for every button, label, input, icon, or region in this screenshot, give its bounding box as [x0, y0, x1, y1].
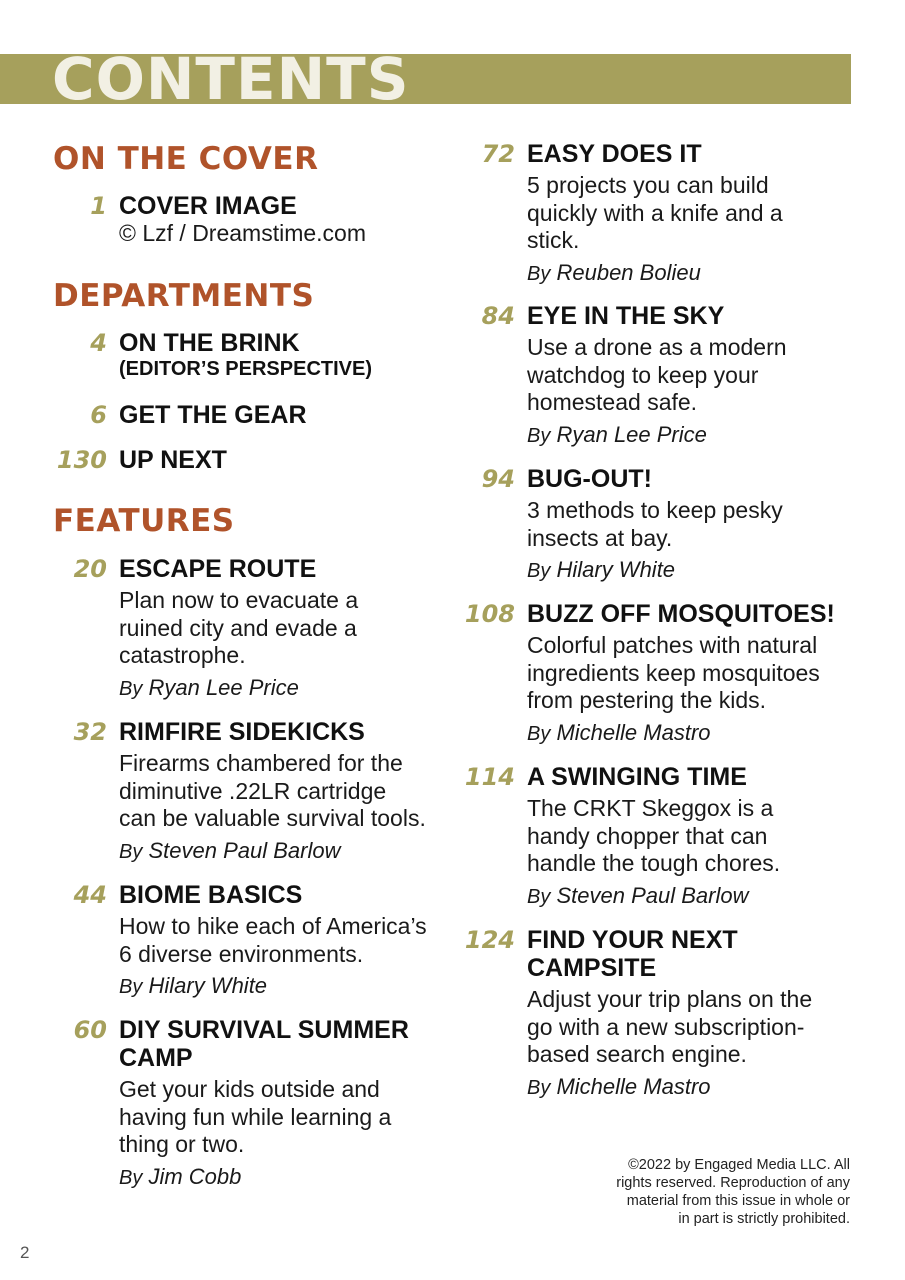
byline-prefix: By	[119, 1166, 143, 1189]
toc-entry-description	[119, 1076, 457, 1159]
author-name: Jim Cobb	[148, 1163, 242, 1189]
author-name: Michelle Mastro	[556, 719, 711, 745]
toc-entry-description	[119, 913, 457, 968]
toc-page-number: 114	[464, 763, 515, 791]
cover-credit: © Lzf / Dreamstime.com	[119, 220, 366, 246]
toc-entry-a-swinging-time	[464, 763, 867, 910]
desc-line: stick.	[527, 227, 580, 253]
section-title-departments: DEPARTMENTS	[53, 278, 315, 314]
toc-page-number: 60	[73, 1016, 107, 1044]
toc-page-number: 32	[73, 718, 107, 746]
desc-line: handy chopper that can	[527, 822, 768, 849]
copyright-line: material from this issue in whole or	[626, 1193, 850, 1209]
toc-entry-title	[527, 926, 867, 982]
toc-entry-subtitle: (EDITOR’S PERSPECTIVE)	[119, 358, 373, 380]
author-name: Steven Paul Barlow	[556, 882, 749, 908]
toc-entry-description	[119, 587, 457, 670]
desc-line: having fun while learning a	[119, 1103, 392, 1130]
toc-page-number: 124	[464, 926, 515, 954]
toc-entry-title: EYE IN THE SKY	[527, 302, 725, 330]
desc-line: based search engine.	[527, 1041, 747, 1067]
toc-page-number: 108	[464, 600, 515, 628]
author-name: Reuben Bolieu	[556, 259, 701, 285]
toc-entry-title: RIMFIRE SIDEKICKS	[119, 718, 365, 746]
toc-entry-title: A SWINGING TIME	[527, 763, 747, 791]
desc-line: Colorful patches with natural	[527, 632, 818, 658]
desc-line: ingredients keep mosquitoes	[527, 659, 820, 686]
toc-entry-description	[119, 750, 457, 833]
toc-page-number: 6	[90, 401, 107, 429]
toc-entry-byline	[527, 720, 872, 747]
toc-entry-byline	[119, 973, 457, 1000]
author-name: Ryan Lee Price	[556, 421, 707, 447]
toc-entry-escape-route	[73, 555, 457, 702]
desc-line: catastrophe.	[119, 642, 246, 668]
toc-entry-biome-basics	[73, 881, 457, 1000]
title-line: CAMPSITE	[527, 954, 657, 982]
toc-entry-byline	[119, 675, 457, 702]
author-name: Ryan Lee Price	[148, 674, 299, 700]
desc-line: diminutive .22LR cartridge	[119, 777, 387, 804]
author-name: Hilary White	[148, 973, 268, 998]
copyright-line: in part is strictly prohibited.	[678, 1211, 850, 1227]
toc-entry-rimfire-sidekicks	[73, 718, 457, 865]
toc-entry-cover-image	[90, 192, 449, 248]
byline-prefix: By	[119, 840, 143, 863]
desc-line: Firearms chambered for the	[119, 750, 403, 776]
section-title-features: FEATURES	[53, 503, 235, 539]
toc-entry-description	[527, 334, 867, 417]
toc-entry-bug-out	[481, 465, 867, 584]
toc-entry-description	[527, 172, 867, 255]
author-name: Hilary White	[556, 557, 676, 582]
toc-entry-title: ESCAPE ROUTE	[119, 555, 317, 583]
toc-entry-title: GET THE GEAR	[119, 401, 307, 429]
desc-line: 3 methods to keep pesky	[527, 497, 783, 523]
desc-line: Adjust your trip plans on the	[527, 986, 813, 1012]
toc-entry-find-your-next-campsite	[464, 926, 867, 1101]
toc-entry-title: COVER IMAGE	[119, 192, 297, 220]
toc-page-number: 20	[73, 555, 107, 583]
desc-line: 5 projects you can build	[527, 172, 769, 198]
toc-entry-title: BIOME BASICS	[119, 881, 303, 909]
section-title-on-the-cover: ON THE COVER	[53, 141, 319, 177]
copyright-line: rights reserved. Reproduction of any	[616, 1175, 850, 1191]
toc-entry-description	[527, 986, 867, 1069]
title-line: CAMP	[119, 1044, 193, 1072]
desc-line: thing or two.	[119, 1131, 245, 1157]
toc-entry-diy-survival-summer-camp	[73, 1016, 457, 1191]
toc-entry-title	[119, 1016, 457, 1072]
toc-page-number: 130	[56, 446, 107, 474]
byline-prefix: By	[119, 677, 143, 700]
toc-entry-on-the-brink	[90, 329, 449, 381]
copyright-line: ©2022 by Engaged Media LLC. All	[628, 1157, 850, 1173]
toc-entry-easy-does-it	[481, 140, 867, 287]
toc-entry-title: UP NEXT	[119, 446, 227, 474]
toc-entry-byline	[119, 1164, 457, 1191]
desc-line: handle the tough chores.	[527, 850, 781, 876]
desc-line: from pestering the kids.	[527, 687, 767, 713]
toc-entry-title: EASY DOES IT	[527, 140, 702, 168]
desc-line: homestead safe.	[527, 389, 698, 415]
toc-entry-byline	[119, 838, 457, 865]
desc-line: insects at bay.	[527, 524, 673, 551]
page-title: CONTENTS	[52, 45, 410, 113]
toc-entry-up-next	[56, 446, 449, 474]
byline-prefix: By	[527, 885, 551, 908]
title-line: DIY SURVIVAL SUMMER	[119, 1016, 409, 1044]
title-line: FIND YOUR NEXT	[527, 926, 738, 954]
toc-entry-description	[527, 497, 867, 552]
toc-entry-byline	[527, 883, 867, 910]
toc-entry-title: BUZZ OFF MOSQUITOES!	[527, 600, 835, 628]
desc-line: 6 diverse environments.	[119, 940, 364, 967]
toc-entry-title: ON THE BRINK	[119, 329, 300, 357]
toc-page-number: 4	[90, 329, 107, 357]
toc-page-number: 1	[90, 192, 107, 220]
toc-page-number: 94	[481, 465, 515, 493]
author-name: Steven Paul Barlow	[148, 837, 341, 863]
toc-entry-description	[527, 795, 867, 878]
desc-line: can be valuable survival tools.	[119, 805, 426, 831]
byline-prefix: By	[119, 976, 143, 998]
desc-line: watchdog to keep your	[527, 361, 759, 388]
toc-entry-description	[527, 632, 872, 715]
author-name: Michelle Mastro	[556, 1073, 711, 1099]
toc-page-number: 84	[481, 302, 515, 330]
toc-entry-get-the-gear	[90, 401, 449, 429]
desc-line: How to hike each of America’s	[119, 913, 427, 939]
toc-entry-buzz-off-mosquitoes	[464, 600, 872, 747]
byline-prefix: By	[527, 560, 551, 582]
desc-line: Use a drone as a modern	[527, 334, 787, 360]
toc-entry-byline	[527, 1074, 867, 1101]
toc-page-number: 72	[481, 140, 515, 168]
byline-prefix: By	[527, 722, 551, 745]
toc-entry-title: BUG-OUT!	[527, 465, 652, 493]
desc-line: Plan now to evacuate a	[119, 587, 359, 613]
byline-prefix: By	[527, 262, 551, 285]
toc-page-number: 44	[73, 881, 107, 909]
desc-line: ruined city and evade a	[119, 614, 357, 641]
toc-entry-byline	[527, 260, 867, 287]
desc-line: quickly with a knife and a	[527, 199, 783, 226]
page-folio: 2	[20, 1243, 30, 1262]
toc-entry-eye-in-the-sky	[481, 302, 867, 449]
desc-line: The CRKT Skeggox is a	[527, 795, 774, 821]
toc-entry-byline	[527, 422, 867, 449]
copyright-notice	[570, 1156, 850, 1228]
byline-prefix: By	[527, 1076, 551, 1099]
toc-entry-byline	[527, 557, 867, 584]
desc-line: Get your kids outside and	[119, 1076, 380, 1102]
desc-line: go with a new subscription-	[527, 1013, 805, 1040]
byline-prefix: By	[527, 424, 551, 447]
